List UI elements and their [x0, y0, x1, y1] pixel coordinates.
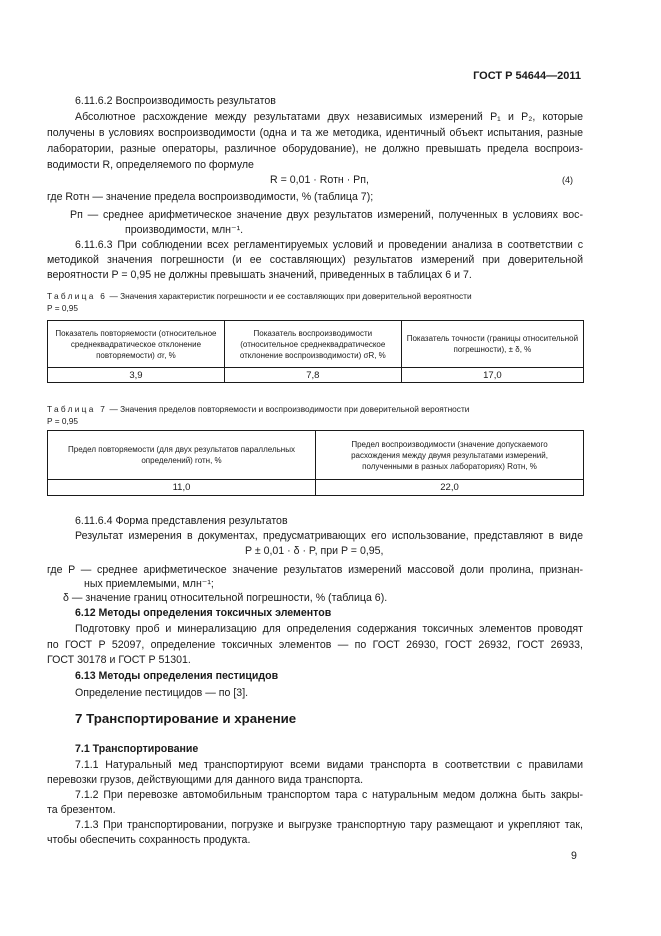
- table7-header-cell: Предел воспроизводимости (значение допускаемого расхождения между двумя результатами измерений, полученными в разных лабораториях) Rотн, %: [316, 431, 584, 480]
- table7-label: Таблица 7: [47, 404, 108, 414]
- table6-label: Таблица 6: [47, 291, 108, 301]
- paragraph-line: ГОСТ 30178 и ГОСТ Р 51301.: [47, 654, 191, 666]
- section-heading-7: 7 Транспортирование и хранение: [75, 711, 297, 726]
- table7-value: 22,0: [316, 480, 584, 496]
- table6-header-cell: Показатель точности (границы относительной погрешности), ± δ, %: [401, 321, 583, 368]
- table7-caption: — Значения пределов повторяемости и воспроизводимости при доверительной вероятности: [109, 404, 470, 414]
- table7-caption-prob: P = 0,95: [47, 416, 78, 426]
- where-line: Pп — среднее арифметическое значение двух результатов измерений, полученных в условиях вос-: [70, 209, 583, 221]
- result-formula: P ± 0,01 · δ · P, при P = 0,95,: [245, 545, 384, 557]
- table6-header-cell: Показатель воспроизводимости (относительное среднеквадратическое отклонение воспроизводимости) σR, %: [224, 321, 401, 368]
- table6-value: 17,0: [401, 368, 583, 383]
- section-title-613: 6.13 Методы определения пестицидов: [75, 670, 279, 682]
- table-7: [47, 430, 584, 496]
- where-line: производимости, млн⁻¹.: [125, 224, 244, 236]
- table6-header-cell: Показатель повторяемости (относительное среднеквадратическое отклонение повторяемости) σr, %: [48, 321, 225, 368]
- formula-number: (4): [562, 175, 573, 185]
- where-line: где Rотн — значение предела воспроизводимости, % (таблица 7);: [47, 191, 374, 203]
- where-line: ных приемлемыми, млн⁻¹;: [84, 578, 214, 590]
- paragraph-line: Абсолютное расхождение между результатами двух независимых измерений P₁ и P₂, которые: [75, 111, 583, 123]
- paragraph-line: 7.1.3 При транспортировании, погрузке и выгрузке транспортную тару размещают и укрепляют так,: [75, 819, 583, 831]
- where-line: где P — среднее арифметическое значение результатов измерений массовой доли пролина, признан-: [47, 564, 583, 576]
- table7-value: 11,0: [48, 480, 316, 496]
- paragraph-line: получены в условиях воспроизводимости (одна и та же методика, идентичный объект испытания, разные: [47, 127, 583, 139]
- table6-caption-prob: P = 0,95: [47, 303, 78, 313]
- section-title-612: 6.12 Методы определения токсичных элементов: [75, 607, 332, 619]
- table-6: [47, 320, 584, 383]
- table7-header-cell: Предел повторяемости (для двух результатов параллельных определений) rотн, %: [48, 431, 316, 480]
- paragraph-line: та брезентом.: [47, 804, 116, 816]
- document-code: ГОСТ Р 54644—2011: [473, 70, 581, 82]
- section-title-61164: 6.11.6.4 Форма представления результатов: [75, 515, 288, 527]
- table6-caption: — Значения характеристик погрешности и ее составляющих при доверительной вероятности: [109, 291, 472, 301]
- paragraph-line: перевозки грузов, действующими для данного вида транспорта.: [47, 774, 364, 786]
- paragraph-line: по ГОСТ Р 52097, определение токсичных элементов — по ГОСТ 26930, ГОСТ 26932, ГОСТ 26933,: [47, 639, 583, 651]
- page-number: 9: [571, 850, 577, 862]
- paragraph-line: Определение пестицидов — по [3].: [75, 687, 249, 699]
- paragraph-line: лаборатории, разные операторы, различное оборудование), не должно превышать предела воспроиз-: [47, 143, 583, 155]
- table6-value: 7,8: [224, 368, 401, 383]
- table6-value: 3,9: [48, 368, 225, 383]
- paragraph-line: Подготовку проб и минерализацию для определения содержания токсичных элементов проводят: [75, 623, 583, 635]
- paragraph-line: водимости R, определяемого по формуле: [47, 159, 254, 171]
- paragraph-line: 7.1.2 При перевозке автомобильным транспортом тара с натуральным медом должна быть закры-: [75, 789, 583, 801]
- where-line: δ — значение границ относительной погрешности, % (таблица 6).: [63, 592, 388, 604]
- paragraph-line: Результат измерения в документах, предусматривающих его использование, представляют в виде: [75, 530, 583, 542]
- paragraph-line: 7.1.1 Натуральный мед транспортируют всеми видами транспорта в соответствии с правилами: [75, 759, 583, 771]
- paragraph-line: 6.11.6.3 При соблюдении всех регламентируемых условий и проведении анализа в соответствии с: [75, 239, 583, 251]
- formula-4: R = 0,01 · Rотн · Pп,: [270, 174, 369, 186]
- paragraph-line: вероятности P = 0,95 не должны превышать значений, приведенных в таблицах 6 и 7.: [47, 269, 472, 281]
- subsection-title-71: 7.1 Транспортирование: [75, 743, 199, 755]
- paragraph-line: методикой значения погрешности (и ее составляющих) результатов измерений при доверительной: [47, 254, 583, 266]
- section-title-61162: 6.11.6.2 Воспроизводимость результатов: [75, 95, 276, 107]
- paragraph-line: чтобы обеспечить сохранность продукта.: [47, 834, 251, 846]
